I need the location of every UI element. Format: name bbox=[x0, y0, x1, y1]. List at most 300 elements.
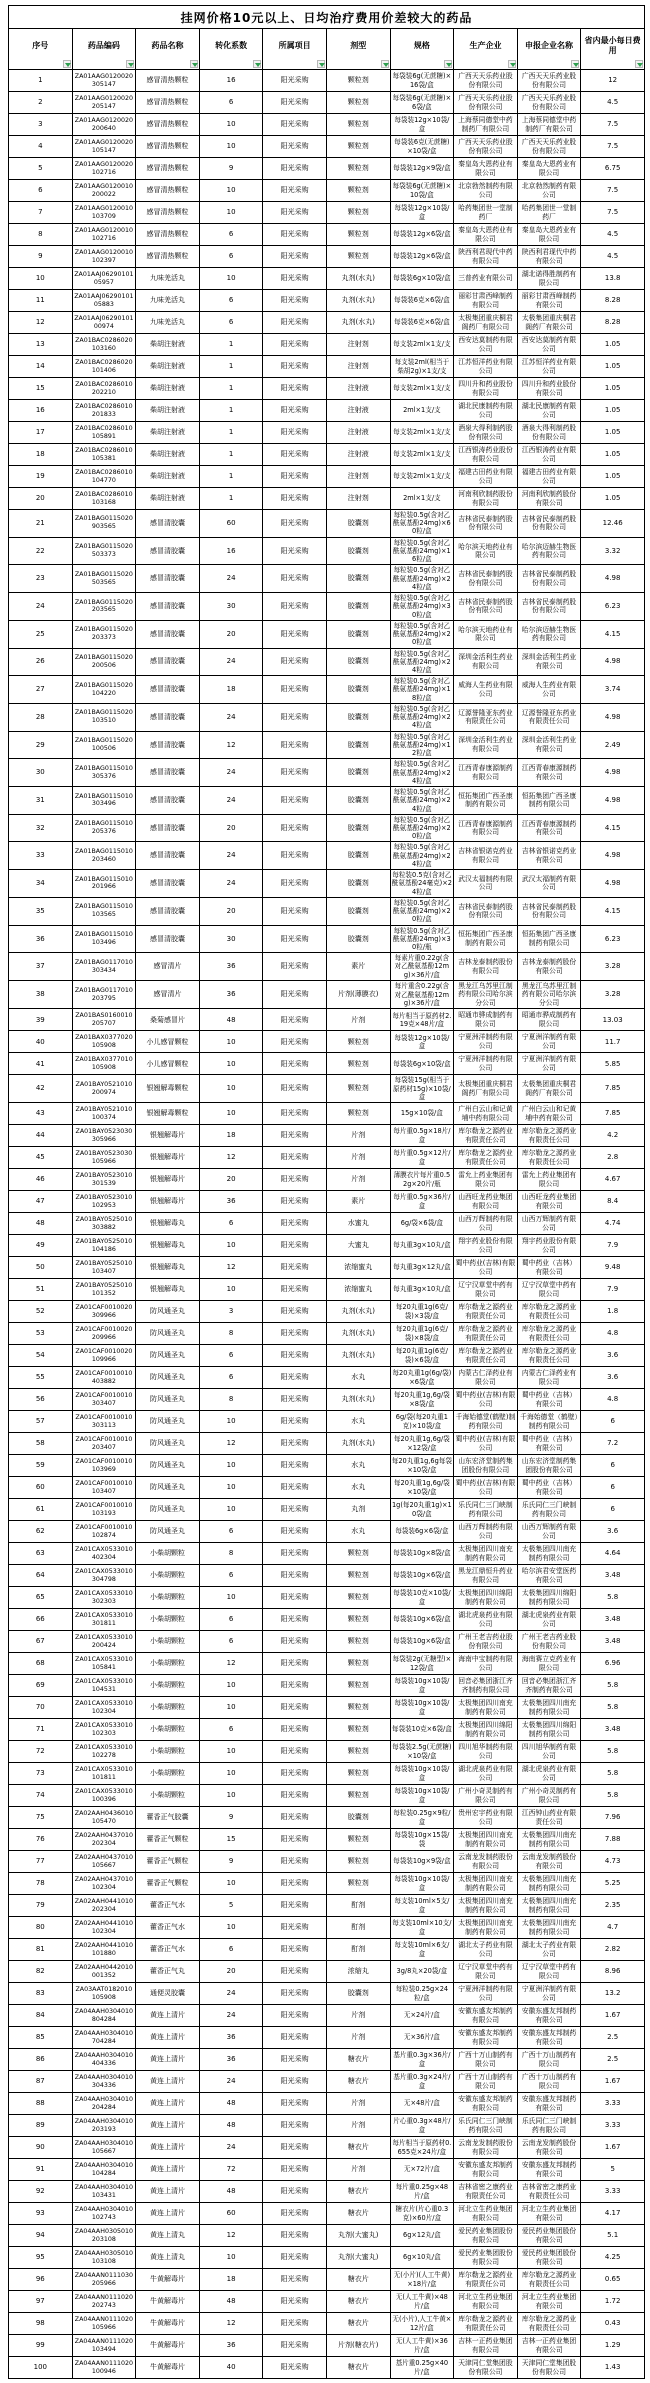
table-cell: 1 bbox=[199, 488, 263, 510]
table-cell: 8.28 bbox=[581, 290, 645, 312]
table-cell: 1.05 bbox=[581, 488, 645, 510]
table-cell: 68 bbox=[9, 1653, 73, 1675]
table-cell: 阳光采购 bbox=[263, 312, 327, 334]
table-cell: 回音必集团浙江齐齐制药有限公司 bbox=[454, 1675, 518, 1697]
table-cell: 38 bbox=[9, 980, 73, 1008]
table-cell: 每袋装2g(无糖型)×12袋/盒 bbox=[390, 1653, 454, 1675]
table-row bbox=[9, 1477, 645, 1499]
table-cell: 6 bbox=[199, 1609, 263, 1631]
table-cell: 8 bbox=[199, 1543, 263, 1565]
table-cell: 5 bbox=[9, 158, 73, 180]
table-row bbox=[9, 2071, 645, 2093]
table-cell: 基片重0.25g×40片/盒 bbox=[390, 2357, 454, 2379]
table-row bbox=[9, 2137, 645, 2159]
table-cell: 内蒙古仁泽药业有限公司 bbox=[517, 1367, 581, 1389]
table-cell: 50 bbox=[9, 1257, 73, 1279]
table-row bbox=[9, 1785, 645, 1807]
table-cell: 65 bbox=[9, 1587, 73, 1609]
table-cell: 76 bbox=[9, 1829, 73, 1851]
table-cell: 吉林省民泰制药股份有限公司 bbox=[517, 565, 581, 593]
table-cell: ZA02AAH0437010202304 bbox=[72, 1829, 136, 1851]
table-cell: 36 bbox=[199, 2335, 263, 2357]
table-cell: 21 bbox=[9, 510, 73, 538]
table-cell: ZA01BAX0377010105908 bbox=[72, 1053, 136, 1075]
table-cell: 广州王老吉药业股份有限公司 bbox=[454, 1631, 518, 1653]
table-cell: 阳光采购 bbox=[263, 1961, 327, 1983]
table-cell: 藿香正气水 bbox=[136, 1939, 200, 1961]
table-cell: 4.15 bbox=[581, 620, 645, 648]
table-cell: ZA01CAX0533010101811 bbox=[72, 1763, 136, 1785]
table-cell: 阳光采购 bbox=[263, 1675, 327, 1697]
table-cell: 每袋装10g×15袋/袋 bbox=[390, 1829, 454, 1851]
table-cell: 哈药集团世一堂制药厂 bbox=[517, 202, 581, 224]
table-cell: ZA01BAG0115020203373 bbox=[72, 620, 136, 648]
table-cell: 9 bbox=[199, 1807, 263, 1829]
table-cell: 蜀中药业(吉林)有限公司 bbox=[454, 1477, 518, 1499]
table-cell: 98 bbox=[9, 2313, 73, 2335]
table-row bbox=[9, 593, 645, 621]
table-cell: 爱民药业集团股份有限公司 bbox=[517, 2247, 581, 2269]
table-cell: 丸剂(大蜜丸) bbox=[326, 2247, 390, 2269]
table-cell: 4.98 bbox=[581, 648, 645, 676]
filter-dropdown-icon[interactable] bbox=[381, 60, 389, 68]
table-cell: 乐氏同仁三门峡制药有限公司 bbox=[454, 2115, 518, 2137]
table-cell: 10 bbox=[199, 1873, 263, 1895]
table-cell: 胶囊剂 bbox=[326, 870, 390, 898]
column-header-6 bbox=[326, 29, 390, 70]
table-cell: 颗粒剂 bbox=[326, 1609, 390, 1631]
table-cell: 防风通圣丸 bbox=[136, 1433, 200, 1455]
table-cell: ZA01BAG0115020200506 bbox=[72, 648, 136, 676]
table-cell: 威海人生药业有限公司 bbox=[454, 676, 518, 704]
table-cell: 2ml×1支/支 bbox=[390, 400, 454, 422]
table-cell: 每袋装2.5g(无蔗糖)×10袋/盒 bbox=[390, 1741, 454, 1763]
table-cell: 每支装2ml×1支/支 bbox=[390, 466, 454, 488]
table-cell: 1.05 bbox=[581, 400, 645, 422]
table-cell: 防风通圣丸 bbox=[136, 1367, 200, 1389]
table-cell: 49 bbox=[9, 1235, 73, 1257]
table-cell: 6 bbox=[199, 1345, 263, 1367]
table-cell: 64 bbox=[9, 1565, 73, 1587]
table-cell: 阳光采购 bbox=[263, 1807, 327, 1829]
table-cell: 阳光采购 bbox=[263, 1455, 327, 1477]
table-cell: 4.74 bbox=[581, 1213, 645, 1235]
table-cell: 黄连上清片 bbox=[136, 2005, 200, 2027]
table-cell: 1.72 bbox=[581, 2291, 645, 2313]
table-row bbox=[9, 1851, 645, 1873]
table-cell: 阳光采购 bbox=[263, 2005, 327, 2027]
table-cell: 每片重0.5g×12片/盒 bbox=[390, 1147, 454, 1169]
table-cell: ZA02AAH0437010102304 bbox=[72, 1873, 136, 1895]
table-cell: 蜀中药业（吉林）有限公司 bbox=[517, 1433, 581, 1455]
table-cell: 10 bbox=[199, 1053, 263, 1075]
table-cell: 宁夏洲洋制药有限公司 bbox=[517, 1983, 581, 2005]
table-cell: 34 bbox=[9, 870, 73, 898]
table-cell: ZA01BAY0523010102953 bbox=[72, 1191, 136, 1213]
table-cell: 颗粒剂 bbox=[326, 1653, 390, 1675]
table-row bbox=[9, 1125, 645, 1147]
filter-dropdown-icon[interactable] bbox=[508, 60, 516, 68]
table-cell: 安徽东盛友邦制药有限公司 bbox=[454, 2159, 518, 2181]
table-cell: 阳光采购 bbox=[263, 1169, 327, 1191]
table-row bbox=[9, 1565, 645, 1587]
table-cell: 浓缩蜜丸 bbox=[326, 1279, 390, 1301]
table-cell: 24 bbox=[199, 565, 263, 593]
table-cell: 1.05 bbox=[581, 378, 645, 400]
table-cell: 感冒清胶囊 bbox=[136, 759, 200, 787]
table-cell: 阳光采购 bbox=[263, 2247, 327, 2269]
table-cell: 防风通圣丸 bbox=[136, 1389, 200, 1411]
table-cell: 阳光采购 bbox=[263, 2357, 327, 2379]
table-cell: 感冒清热颗粒 bbox=[136, 114, 200, 136]
table-cell: 吉林省民泰制药股份有限公司 bbox=[454, 565, 518, 593]
table-cell: 80 bbox=[9, 1917, 73, 1939]
table-cell: 小柴胡颗粒 bbox=[136, 1719, 200, 1741]
table-cell: ZA01BAY0525010303882 bbox=[72, 1213, 136, 1235]
table-cell: 小柴胡颗粒 bbox=[136, 1631, 200, 1653]
table-row bbox=[9, 466, 645, 488]
table-cell: 16 bbox=[199, 70, 263, 92]
table-cell: 1 bbox=[199, 422, 263, 444]
table-cell: 6g×10丸/盒 bbox=[390, 2247, 454, 2269]
table-cell: 6g/袋(每20丸重1克)×10袋/盒 bbox=[390, 1411, 454, 1433]
table-cell: 大蜜丸 bbox=[326, 1235, 390, 1257]
table-cell: 阳光采购 bbox=[263, 870, 327, 898]
table-cell: 贵州宏宇药业有限公司 bbox=[454, 1807, 518, 1829]
table-cell: 每袋装10g×10袋/盒 bbox=[390, 1873, 454, 1895]
table-cell: 每袋装10g×10袋/盒 bbox=[390, 1763, 454, 1785]
table-cell: 广西天天乐药业股份有限公司 bbox=[454, 92, 518, 114]
table-cell: 15g×10袋/盒 bbox=[390, 1103, 454, 1125]
table-cell: 吉林一正药业集团有限公司 bbox=[517, 2335, 581, 2357]
filter-dropdown-icon[interactable] bbox=[253, 60, 261, 68]
table-cell: 6g/袋×6袋/盒 bbox=[390, 1213, 454, 1235]
table-cell: ZA03AAT0182010105908 bbox=[72, 1983, 136, 2005]
table-cell: 9 bbox=[199, 1851, 263, 1873]
table-cell: 库尔勒龙之源药业有限责任公司 bbox=[517, 1301, 581, 1323]
table-cell: ZA01CAF0010020309966 bbox=[72, 1301, 136, 1323]
table-cell: 24 bbox=[9, 593, 73, 621]
table-cell: 阳光采购 bbox=[263, 1697, 327, 1719]
table-cell: 黄连上清片 bbox=[136, 2203, 200, 2225]
table-cell: 24 bbox=[199, 870, 263, 898]
table-cell: 片剂 bbox=[326, 1125, 390, 1147]
table-cell: 感冒清胶囊 bbox=[136, 510, 200, 538]
table-cell: 爱民药业集团股份有限公司 bbox=[454, 2225, 518, 2247]
table-cell: 10 bbox=[199, 114, 263, 136]
table-cell: 每袋装6g(无蔗糖)×6袋/盒 bbox=[390, 92, 454, 114]
table-cell: 库尔勒龙之源药业有限责任公司 bbox=[454, 1345, 518, 1367]
table-cell: 每粒装0.5g(含对乙酰氨基酚24mg)×30粒/盒 bbox=[390, 593, 454, 621]
table-cell: 乐氏同仁三门峡制药有限公司 bbox=[517, 1499, 581, 1521]
table-cell: 4.64 bbox=[581, 1543, 645, 1565]
table-cell: 每粒装0.5g(含对乙酰氨基酚24mg)×24粒/盒 bbox=[390, 565, 454, 593]
table-cell: 感冒清片 bbox=[136, 980, 200, 1008]
table-cell: 72 bbox=[199, 2159, 263, 2181]
column-header-label: 生产企业 bbox=[469, 41, 502, 50]
table-cell: 69 bbox=[9, 1675, 73, 1697]
table-cell: 2ml×1支/支 bbox=[390, 488, 454, 510]
table-cell: 糖衣片 bbox=[326, 2203, 390, 2225]
column-header-label: 省内最小每日费用 bbox=[584, 36, 641, 55]
table-cell: 每粒装0.5克(含对乙酰氨基酚24毫克)×24粒/盒 bbox=[391, 871, 452, 896]
table-row bbox=[9, 870, 645, 898]
table-cell: 13.8 bbox=[581, 268, 645, 290]
table-cell: 47 bbox=[9, 1191, 73, 1213]
table-cell: 每支装2ml×1支/支 bbox=[390, 422, 454, 444]
table-cell: 胶囊剂 bbox=[326, 537, 390, 565]
table-cell: 7.85 bbox=[581, 1103, 645, 1125]
table-cell: 阳光采购 bbox=[263, 1609, 327, 1631]
table-cell: 吉林龙泰制药股份有限公司 bbox=[454, 953, 518, 981]
table-cell: 北京勃然制药有限公司 bbox=[454, 180, 518, 202]
table-cell: 12 bbox=[581, 70, 645, 92]
table-cell: 福建古田药业有限公司 bbox=[454, 466, 518, 488]
filter-dropdown-icon[interactable] bbox=[444, 60, 452, 68]
table-cell: 36 bbox=[199, 1191, 263, 1213]
table-cell: 丸剂(水丸) bbox=[326, 1389, 390, 1411]
table-cell: 13.03 bbox=[581, 1009, 645, 1031]
table-cell: 4.17 bbox=[581, 2203, 645, 2225]
table-cell: 70 bbox=[9, 1697, 73, 1719]
table-cell: ZA01BAX0377020105908 bbox=[72, 1031, 136, 1053]
table-cell: 湖北太子药业有限公司 bbox=[517, 1939, 581, 1961]
table-cell: 6 bbox=[199, 1565, 263, 1587]
table-cell: 16 bbox=[199, 537, 263, 565]
table-cell: 2.35 bbox=[581, 1895, 645, 1917]
filter-dropdown-icon[interactable] bbox=[63, 60, 71, 68]
table-cell: 山西万辉制药有限公司 bbox=[454, 1213, 518, 1235]
table-cell: 0.65 bbox=[581, 2269, 645, 2291]
table-cell: 5.8 bbox=[581, 1675, 645, 1697]
table-cell: 柴胡注射液 bbox=[136, 422, 200, 444]
table-row bbox=[9, 246, 645, 268]
table-cell: 太极集团四川绵阳制药有限公司 bbox=[517, 1719, 581, 1741]
table-cell: 阳光采购 bbox=[263, 378, 327, 400]
table-cell: 54 bbox=[9, 1345, 73, 1367]
column-header-1 bbox=[9, 29, 73, 70]
table-cell: 注射剂 bbox=[326, 334, 390, 356]
table-cell: 阳光采购 bbox=[263, 731, 327, 759]
table-cell: 河北立生药业集团有限公司 bbox=[517, 2291, 581, 2313]
table-cell: ZA01BAC0286010201833 bbox=[72, 400, 136, 422]
table-cell: 无×72片/盒 bbox=[390, 2159, 454, 2181]
table-cell: 银翘解毒颗粒 bbox=[136, 1103, 200, 1125]
table-cell: ZA01CAF0010010403882 bbox=[72, 1367, 136, 1389]
table-row bbox=[9, 1939, 645, 1961]
table-cell: 0.43 bbox=[581, 2313, 645, 2335]
filter-dropdown-icon[interactable] bbox=[190, 60, 198, 68]
table-cell: 广西十万山制药有限公司 bbox=[517, 2071, 581, 2093]
table-cell: 湖北民康制药有限公司 bbox=[517, 400, 581, 422]
column-header-label: 序号 bbox=[32, 41, 49, 50]
table-cell: 10 bbox=[199, 1587, 263, 1609]
table-cell: 吉林龙泰制药股份有限公司 bbox=[517, 953, 581, 981]
table-cell: 水丸 bbox=[326, 1521, 390, 1543]
table-cell: 西安达莫制药有限公司 bbox=[454, 334, 518, 356]
table-row bbox=[9, 2269, 645, 2291]
table-cell: 江西银涛药业股份有限公司 bbox=[454, 444, 518, 466]
table-cell: 73 bbox=[9, 1763, 73, 1785]
table-cell: 恒拓集团广西圣康制药有限公司 bbox=[454, 787, 518, 815]
table-cell: 海南赛立克药业有限公司 bbox=[517, 1653, 581, 1675]
table-cell: 阳光采购 bbox=[263, 2115, 327, 2137]
table-cell: 小儿感冒颗粒 bbox=[136, 1053, 200, 1075]
table-cell: 恒拓集团广西圣康制药有限公司 bbox=[517, 925, 581, 953]
table-cell: 阳光采购 bbox=[263, 2093, 327, 2115]
table-cell: 胶囊剂 bbox=[326, 565, 390, 593]
table-cell: 每粒装0.5g(含对乙酰氨基酚24mg)×20粒/盒 bbox=[390, 897, 454, 925]
table-cell: 每袋装10g×6袋/盒 bbox=[390, 1609, 454, 1631]
table-cell: 每片重0.5g×18片/盒 bbox=[390, 1125, 454, 1147]
table-cell: 每支装2ml×1支/支 bbox=[390, 378, 454, 400]
table-cell: 丸剂 bbox=[326, 1499, 390, 1521]
table-cell: 蜀中药业(吉林)有限公司 bbox=[454, 1257, 518, 1279]
table-cell: 阳光采购 bbox=[263, 158, 327, 180]
table-cell: 阳光采购 bbox=[263, 1631, 327, 1653]
table-cell: 83 bbox=[9, 1983, 73, 2005]
table-cell: 广西天天乐药业股份有限公司 bbox=[454, 70, 518, 92]
table-cell: 阳光采购 bbox=[263, 2159, 327, 2181]
table-cell: 感冒清热颗粒 bbox=[136, 224, 200, 246]
table-cell: 银翘解毒丸 bbox=[136, 1257, 200, 1279]
table-cell: ZA01BAG0115010305376 bbox=[72, 759, 136, 787]
table-cell: 阳光采购 bbox=[263, 356, 327, 378]
table-cell: 9 bbox=[9, 246, 73, 268]
table-cell: 阳光采购 bbox=[263, 2049, 327, 2071]
table-cell: 每粒装0.5g(含对乙酰氨基酚24mg)×12粒/盒 bbox=[390, 731, 454, 759]
table-cell: 阳光采购 bbox=[263, 2071, 327, 2093]
table-cell: 蜀中药业(吉林)有限公司 bbox=[454, 1389, 518, 1411]
table-cell: 4.5 bbox=[581, 92, 645, 114]
table-cell: 阳光采购 bbox=[263, 400, 327, 422]
table-cell: 吉林省民泰制药股份有限公司 bbox=[454, 897, 518, 925]
table-cell: 糖衣片 bbox=[326, 2269, 390, 2291]
table-cell: 小柴胡颗粒 bbox=[136, 1763, 200, 1785]
table-cell: 无×24片/盒 bbox=[390, 2005, 454, 2027]
table-cell: 阳光采购 bbox=[263, 1939, 327, 1961]
table-cell: 蜀中药业（吉林）有限公司 bbox=[517, 1389, 581, 1411]
table-cell: 天津同仁堂集团股份有限公司 bbox=[454, 2357, 518, 2379]
table-row bbox=[9, 378, 645, 400]
table-cell: 片心重0.3g×48片/盒 bbox=[390, 2115, 454, 2137]
table-cell: 云南龙发制药股份有限公司 bbox=[517, 2137, 581, 2159]
table-cell: 桑菊感冒片 bbox=[136, 1009, 200, 1031]
table-cell: 武汉太福制药有限公司 bbox=[517, 870, 581, 898]
table-cell: 海南中宝制药有限公司 bbox=[454, 1653, 518, 1675]
column-header-3 bbox=[136, 29, 200, 70]
table-cell: 阳光采购 bbox=[263, 2027, 327, 2049]
table-cell: 阳光采购 bbox=[263, 1477, 327, 1499]
table-cell: 5.8 bbox=[581, 1763, 645, 1785]
table-cell: 78 bbox=[9, 1873, 73, 1895]
table-cell: ZA01BAC0286010105381 bbox=[72, 444, 136, 466]
table-cell: 每袋装15g(相当于原药材15g)×10袋/盒 bbox=[390, 1075, 454, 1103]
table-row bbox=[9, 2159, 645, 2181]
table-cell: 吉林省民泰制药股份有限公司 bbox=[517, 593, 581, 621]
table-cell: 江西青春康源制药有限公司 bbox=[454, 814, 518, 842]
table-cell: 每袋装10克×10袋/盒 bbox=[390, 1587, 454, 1609]
table-row bbox=[9, 1587, 645, 1609]
table-cell: 20 bbox=[199, 814, 263, 842]
table-cell: 16 bbox=[9, 400, 73, 422]
table-cell: 每袋装6g(无蔗糖)×10袋/盒 bbox=[390, 180, 454, 202]
table-cell: 胶囊剂 bbox=[326, 648, 390, 676]
table-cell: 12 bbox=[199, 2225, 263, 2247]
table-cell: 10 bbox=[9, 268, 73, 290]
table-cell: 库尔勒龙之源药业有限责任公司 bbox=[454, 1147, 518, 1169]
table-row bbox=[9, 1235, 645, 1257]
table-cell: 感冒清热颗粒 bbox=[136, 180, 200, 202]
table-cell: 6 bbox=[199, 224, 263, 246]
filter-dropdown-icon[interactable] bbox=[126, 60, 134, 68]
table-cell: 感冒清胶囊 bbox=[136, 593, 200, 621]
filter-dropdown-icon[interactable] bbox=[317, 60, 325, 68]
table-cell: 糖衣片(片心重0.3克)×60片/盒 bbox=[390, 2203, 454, 2225]
table-cell: 6 bbox=[581, 1477, 645, 1499]
table-cell: 感冒清胶囊 bbox=[136, 565, 200, 593]
table-cell: 感冒清片 bbox=[136, 953, 200, 981]
table-cell: 黄连上清片 bbox=[136, 2049, 200, 2071]
table-cell: ZA01BAY0525010104186 bbox=[72, 1235, 136, 1257]
table-cell: 每丸重3g×12丸/盒 bbox=[390, 1257, 454, 1279]
table-cell: 酊剂 bbox=[326, 1939, 390, 1961]
table-cell: 7.5 bbox=[581, 114, 645, 136]
table-cell: ZA01BAG0115010205376 bbox=[72, 814, 136, 842]
table-cell: 6 bbox=[199, 1719, 263, 1741]
filter-dropdown-icon[interactable] bbox=[635, 60, 643, 68]
table-cell: 22 bbox=[9, 537, 73, 565]
table-cell: 每20丸重1g,6g/袋×8袋/盒 bbox=[390, 1389, 454, 1411]
table-cell: ZA01CAF0010020109966 bbox=[72, 1345, 136, 1367]
table-cell: ZA01CAX0533010304798 bbox=[72, 1565, 136, 1587]
table-row bbox=[9, 1433, 645, 1455]
drug-price-table bbox=[8, 5, 645, 2379]
table-cell: 感冒清胶囊 bbox=[136, 787, 200, 815]
table-cell: 吉林省密之康药业有限责任公司 bbox=[517, 2181, 581, 2203]
table-cell: ZA01BAG0115020503373 bbox=[72, 537, 136, 565]
table-cell: 每丸重3g×10丸/盒 bbox=[390, 1279, 454, 1301]
filter-dropdown-icon[interactable] bbox=[571, 60, 579, 68]
table-cell: 颗粒剂 bbox=[326, 1075, 390, 1103]
table-cell: ZA04AAH0304010203193 bbox=[72, 2115, 136, 2137]
table-cell: 18 bbox=[199, 2269, 263, 2291]
table-cell: 3.74 bbox=[581, 676, 645, 704]
table-row bbox=[9, 1917, 645, 1939]
table-row bbox=[9, 1499, 645, 1521]
table-cell: 阳光采购 bbox=[263, 2313, 327, 2335]
table-cell: ZA01AAG0120020205147 bbox=[72, 92, 136, 114]
table-row bbox=[9, 1053, 645, 1075]
table-row bbox=[9, 1873, 645, 1895]
table-cell: 浓缩蜜丸 bbox=[326, 1257, 390, 1279]
table-cell: ZA01AAJ0629010105883 bbox=[72, 290, 136, 312]
table-cell: 41 bbox=[9, 1053, 73, 1075]
table-cell: 小柴胡颗粒 bbox=[136, 1697, 200, 1719]
table-cell: 3.6 bbox=[581, 1521, 645, 1543]
table-row bbox=[9, 2291, 645, 2313]
table-cell: 每袋装6克×6袋/盒 bbox=[390, 290, 454, 312]
table-cell: 5.8 bbox=[581, 1785, 645, 1807]
table-cell: 九味羌活丸 bbox=[136, 290, 200, 312]
table-cell: 每袋装10g×6袋/盒 bbox=[390, 1631, 454, 1653]
table-cell: 片剂(糖衣片) bbox=[326, 2335, 390, 2357]
table-cell: 9.48 bbox=[581, 1257, 645, 1279]
table-cell: 颗粒剂 bbox=[326, 1697, 390, 1719]
table-cell: 95 bbox=[9, 2247, 73, 2269]
table-cell: 2.8 bbox=[581, 1147, 645, 1169]
table-row bbox=[9, 2203, 645, 2225]
